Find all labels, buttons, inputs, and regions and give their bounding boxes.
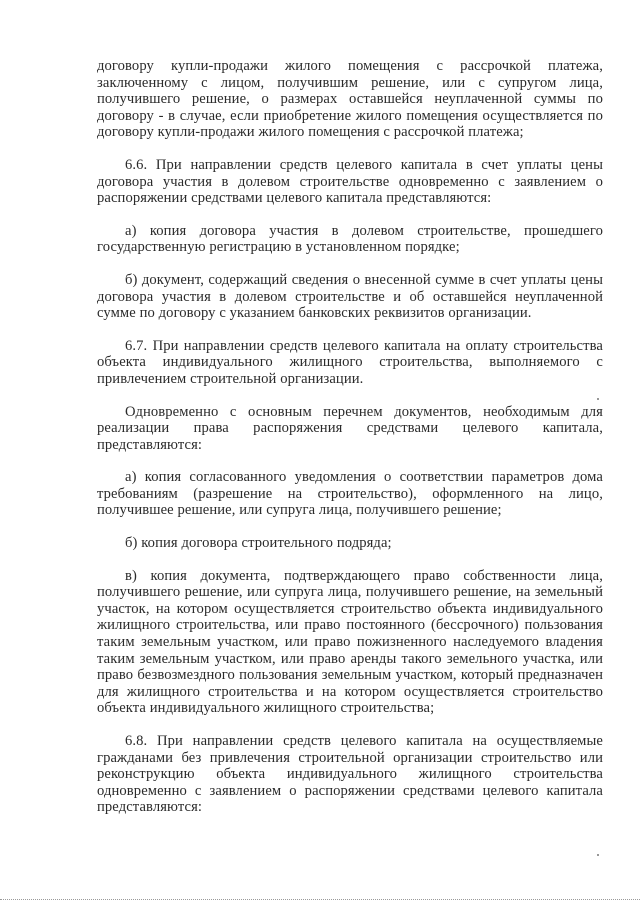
scan-speck <box>597 854 599 856</box>
document-page <box>97 58 603 832</box>
paragraph-6-7-a: а) копия согласованного уведомления о соответствии параметров дома требованиям (разрешение на строительство), оформленного на лицо, получившее решение, или супруга лица, получившего решение; <box>97 469 603 519</box>
paragraph-6-8: 6.8. При направлении средств целевого капитала на осуществляемые гражданами без привлечения строительной организации строительство или реконструкцию объекта индивидуального жилищного строительства одновременно с заявлением о распоряжении средствами целевого капитала представляются: <box>97 733 603 816</box>
paragraph-6-6-a: а) копия договора участия в долевом строительстве, прошедшего государственную регистрацию в установленном порядке; <box>97 222 603 256</box>
paragraph-6-6-b: б) документ, содержащий сведения о внесенной сумме в счет уплаты цены договора участия в долевом строительстве и об оставшейся неуплаченной сумме по договору с указанием банковских реквизитов организации. <box>97 271 603 322</box>
paragraph-6-7-b: б) копия договора строительного подряда; <box>125 535 392 552</box>
scan-speck <box>597 398 599 400</box>
scan-edge-line <box>0 899 640 900</box>
paragraph-6-7-v: в) копия документа, подтверждающего право собственности лица, получившего решение, или супруга лица, получившего решение, на земельный участок, на котором осуществляется строительство объекта индивидуального жилищного строительства, или право постоянного (бессрочного) пользования таким земельным участком, или право пожизненного наследуемого владения таким земельным участком, или право аренды такого земельного участка, или право безвозмездного пользования земельным участком, который предназначен для жилищного строительства и на котором осуществляется строительство объекта индивидуального жилищного строительства; <box>97 567 603 717</box>
paragraph-6-7: 6.7. При направлении средств целевого капитала на оплату строительства объекта индивидуального жилищного строительства, выполняемого с привлечением строительной организации. <box>97 337 603 387</box>
paragraph-continuation: договору купли-продажи жилого помещения с рассрочкой платежа, заключенному с лицом, получившим решение, или с супругом лица, получившего решение, о размерах оставшейся неуплаченной суммы по договору - в случае, если приобретение жилого помещения осуществляется по договору купли-продажи жилого помещения с рассрочкой платежа; <box>97 58 603 141</box>
paragraph-6-7-intro: Одновременно с основным перечнем документов, необходимым для реализации права распоряжения средствами целевого капитала, представляются: <box>97 403 603 453</box>
paragraph-6-6: 6.6. При направлении средств целевого капитала в счет уплаты цены договора участия в долевом строительстве одновременно с заявлением о распоряжении средствами целевого капитала представляются: <box>97 156 603 207</box>
